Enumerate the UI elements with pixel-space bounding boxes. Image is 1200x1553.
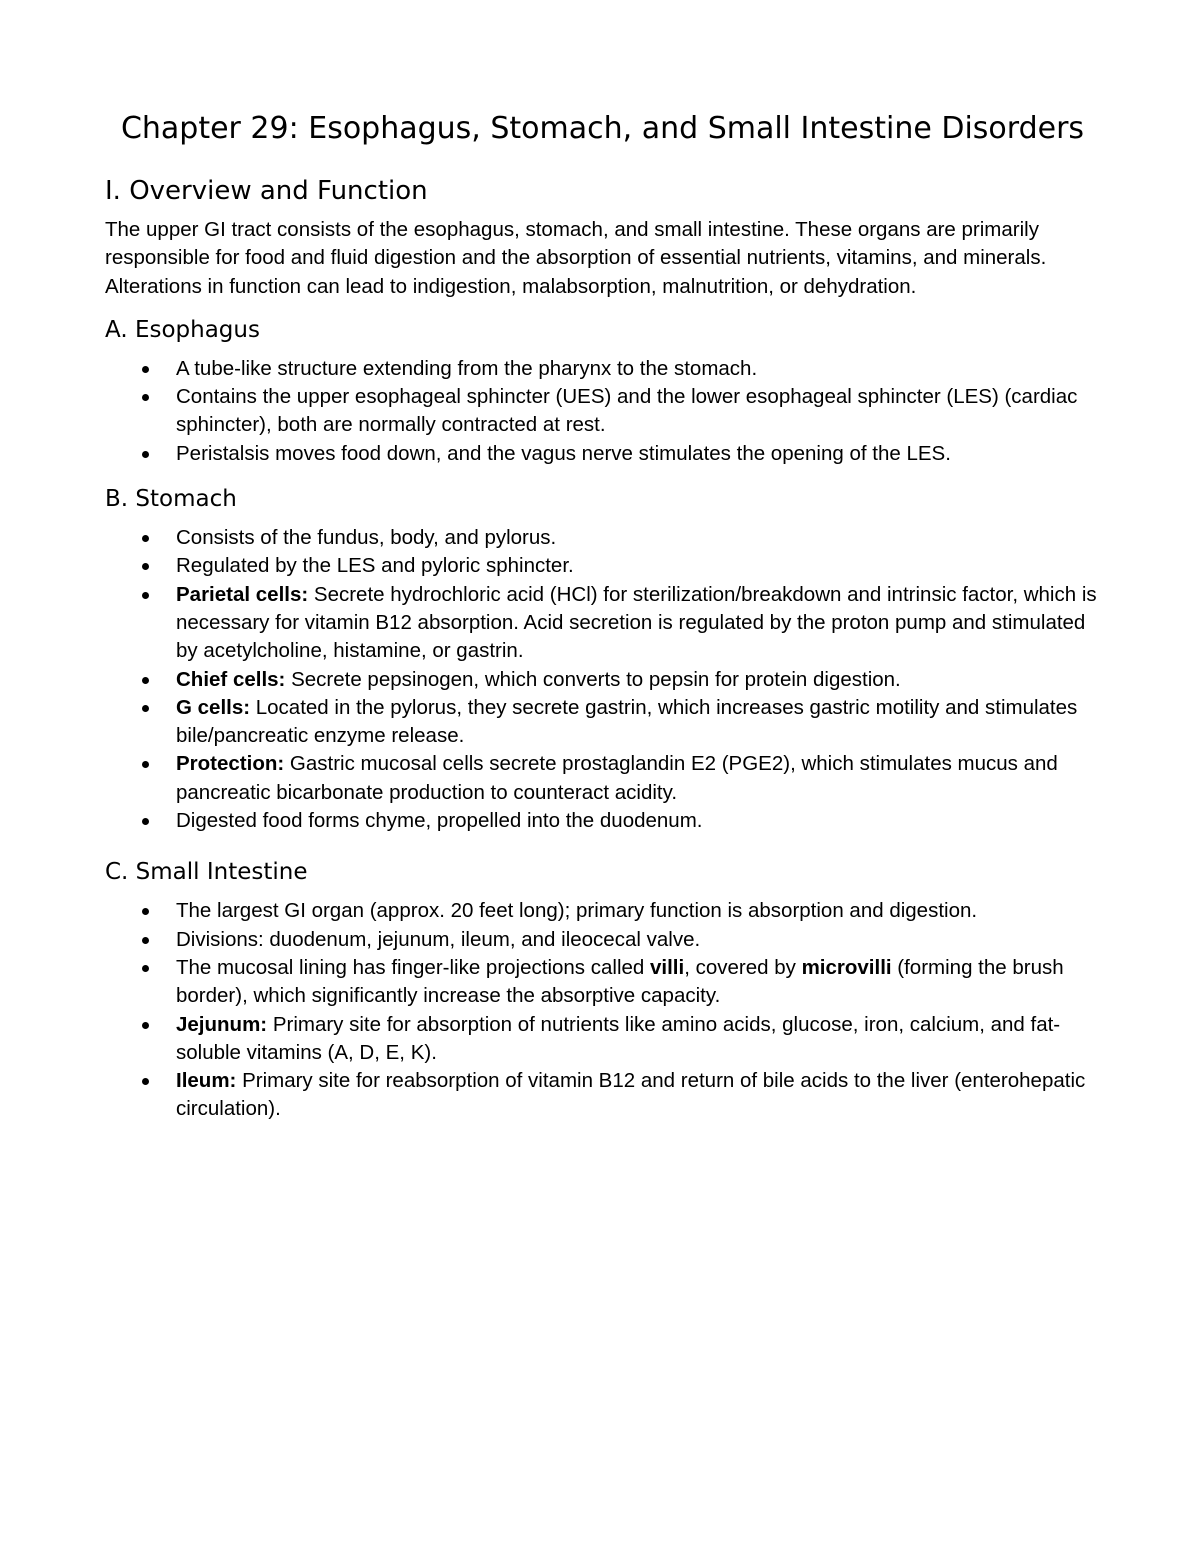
- list-item-text: (forming the brush border), which significantly increase the absorptive capacity.: [176, 955, 1064, 1008]
- bullet-icon: [142, 965, 149, 972]
- list-item: [105, 1067, 1100, 1124]
- list-item-text: Regulated by the LES and pyloric sphincter.: [176, 554, 574, 578]
- bullet-icon: [142, 818, 149, 825]
- esophagus-heading: A. Esophagus: [105, 316, 260, 343]
- esophagus-list: [105, 355, 1100, 468]
- bullet-icon: [142, 592, 149, 599]
- chapter-title: Chapter 29: Esophagus, Stomach, and Small Intestine Disorders: [120, 111, 1085, 146]
- list-item-text: Secrete hydrochloric acid (HCl) for sterilization/breakdown and intrinsic factor, which is necessary for vitamin B12 absorption. Acid secretion is regulated by the proton pump and stimulated by acetylcholine, histamine, or gastrin.: [176, 582, 1097, 663]
- term-label: Chief cells:: [176, 667, 286, 691]
- list-item-text: Digested food forms chyme, propelled into the duodenum.: [176, 809, 703, 833]
- bullet-icon: [142, 394, 149, 401]
- list-item-text: Consists of the fundus, body, and pylorus.: [176, 526, 557, 550]
- list-item-text: Gastric mucosal cells secrete prostaglandin E2 (PGE2), which stimulates mucus and pancreatic bicarbonate production to counteract acidity.: [176, 752, 1058, 804]
- list-item: [105, 440, 1100, 468]
- list-item: [105, 524, 1100, 552]
- bullet-icon: [142, 1022, 149, 1029]
- list-item: [105, 750, 1100, 807]
- list-item-text: , covered by: [684, 955, 802, 979]
- list-item-text: The largest GI organ (approx. 20 feet long); primary function is absorption and digestion.: [176, 899, 978, 923]
- small-intestine-list: [105, 897, 1100, 1123]
- bullet-icon: [142, 761, 149, 768]
- list-item: [105, 807, 1100, 835]
- term-label: Protection:: [176, 752, 285, 776]
- bullet-icon: [142, 677, 149, 684]
- bullet-icon: [142, 366, 149, 373]
- bullet-icon: [142, 937, 149, 944]
- term-label: Ileum:: [176, 1069, 237, 1093]
- bullet-icon: [142, 563, 149, 570]
- list-item: [105, 694, 1100, 751]
- term-microvilli: microvilli: [801, 955, 892, 979]
- list-item-text: A tube-like structure extending from the pharynx to the stomach.: [176, 356, 758, 380]
- small-intestine-heading: C. Small Intestine: [105, 859, 308, 886]
- list-item: [105, 552, 1100, 580]
- list-item-text: Divisions: duodenum, jejunum, ileum, and ileocecal valve.: [176, 927, 701, 951]
- overview-heading: I. Overview and Function: [105, 176, 428, 206]
- bullet-icon: [142, 451, 149, 458]
- term-label: G cells:: [176, 695, 251, 719]
- list-item-text: Contains the upper esophageal sphincter (UES) and the lower esophageal sphincter (LES) (cardiac sphincter), both are normally contracted at rest.: [176, 385, 1078, 437]
- list-item: [105, 383, 1100, 440]
- list-item-text: The mucosal lining has finger-like projections called: [176, 955, 651, 979]
- bullet-icon: [142, 1078, 149, 1085]
- bullet-icon: [142, 908, 149, 915]
- bullet-icon: [142, 535, 149, 542]
- list-item: [105, 581, 1100, 666]
- list-item: [105, 355, 1100, 383]
- stomach-list: [105, 524, 1100, 835]
- list-item-text: Peristalsis moves food down, and the vagus nerve stimulates the opening of the LES.: [176, 441, 951, 465]
- list-item: [105, 954, 1100, 1011]
- list-item-text: Secrete pepsinogen, which converts to pepsin for protein digestion.: [285, 667, 901, 691]
- bullet-icon: [142, 705, 149, 712]
- term-label: Jejunum:: [176, 1012, 268, 1036]
- document-page: [105, 108, 1100, 1140]
- list-item: [105, 897, 1100, 925]
- term-label: Parietal cells:: [176, 582, 309, 606]
- list-item: [105, 1011, 1100, 1068]
- stomach-heading: B. Stomach: [105, 486, 237, 513]
- term-villi: villi: [650, 955, 685, 979]
- list-item: [105, 666, 1100, 694]
- overview-paragraph: The upper GI tract consists of the esophagus, stomach, and small intestine. These organs are primarily responsible for food and fluid digestion and the absorption of essential nutrients, vitamins, and minerals. Alterations in function can lead to indigestion, malabsorption, malnutrition, or dehydration.: [105, 218, 1047, 298]
- list-item-text: Primary site for reabsorption of vitamin B12 and return of bile acids to the liver (enterohepatic circulation).: [176, 1069, 1086, 1121]
- list-item: [105, 926, 1100, 954]
- list-item-text: Located in the pylorus, they secrete gastrin, which increases gastric motility and stimulates bile/pancreatic enzyme release.: [176, 695, 1078, 748]
- list-item-text: Primary site for absorption of nutrients like amino acids, glucose, iron, calcium, and fat-soluble vitamins (A, D, E, K).: [176, 1012, 1061, 1064]
